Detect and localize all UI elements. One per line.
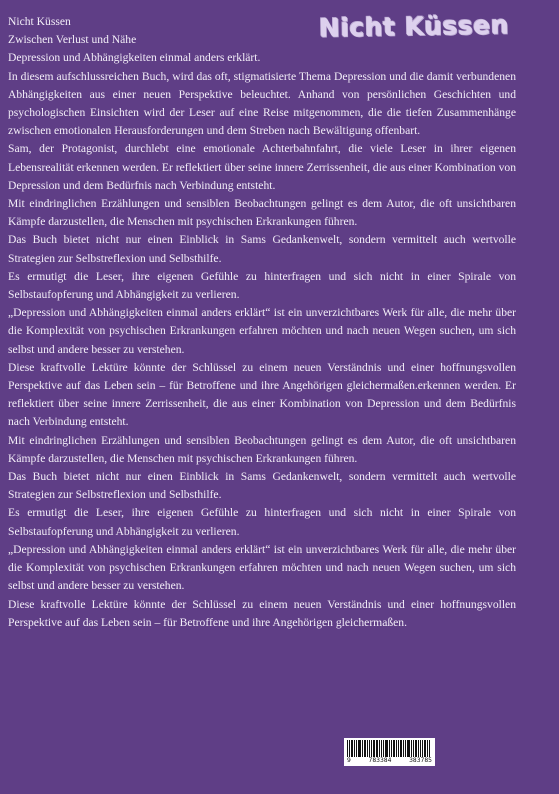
blurb-paragraph: Das Buch bietet nicht nur einen Einblick in Sams Gedankenwelt, sondern vermittelt auch wertvolle Strategien zur Selbstreflexion und Selbsthilfe. bbox=[8, 233, 516, 265]
blurb-paragraph: „Depression und Abhängigkeiten einmal anders erklärt“ ist ein unverzichtbares Werk für alle, die mehr über die Komplexität von psychischen Erkrankungen erfahren möchten und nach neuen Wegen suchen, um sich selbst und andere besser zu verstehen. bbox=[8, 542, 516, 593]
barcode-digits bbox=[347, 757, 432, 764]
barcode-bar bbox=[379, 740, 380, 757]
blurb-paragraph: Diese kraftvolle Lektüre könnte der Schlüssel zu einem neuen Verständnis und einer hoffnungsvollen Perspektive auf das Leben sein – für Betroffene und ihre Angehörigen gleichermaßen.erkennen werden. Er reflektiert über seine innere Zerrissenheit, die aus einer Kombination von Depression und dem Bedürfnis nach Verbindung entsteht. bbox=[8, 360, 516, 429]
blurb-paragraph: Es ermutigt die Leser, ihre eigenen Gefühle zu hinterfragen und sich nicht in einer Spirale von Selbstaufopferung und Abhängigkeit zu verlieren. bbox=[8, 506, 516, 538]
barcode-bar bbox=[356, 740, 357, 757]
blurb-paragraph: Diese kraftvolle Lektüre könnte der Schlüssel zu einem neuen Verständnis und einer hoffnungsvollen Perspektive auf das Leben sein – für Betroffene und ihre Angehörigen gleichermaßen. bbox=[8, 597, 516, 629]
barcode-bar bbox=[424, 740, 426, 757]
barcode-bar bbox=[367, 740, 368, 757]
barcode-bar bbox=[391, 740, 392, 757]
barcode-bar bbox=[396, 740, 397, 757]
barcode-bar bbox=[418, 740, 419, 757]
subtitle-line: Zwischen Verlust und Nähe bbox=[8, 33, 137, 47]
barcode-bar bbox=[371, 740, 372, 757]
barcode-digit-group-1: 783384 bbox=[368, 757, 392, 764]
barcode-bar bbox=[369, 740, 370, 757]
barcode-bar bbox=[429, 740, 430, 757]
barcode-bar bbox=[351, 740, 353, 757]
blurb-paragraph: Sam, der Protagonist, durchlebt eine emotionale Achterbahnfahrt, die viele Leser in ihrer eigenen Lebensrealität erkennen werden. Er reflektiert über seine innere Zerrissenheit, die aus einer Kombination von Depression und dem Bedürfnis nach Verbindung entsteht. bbox=[8, 142, 516, 192]
barcode-bar bbox=[393, 740, 395, 757]
blurb-paragraph: Mit eindringlichen Erzählungen und sensiblen Beobachtungen gelingt es dem Autor, die oft unsichtbaren Kämpfe darzustellen, die Menschen mit psychischen Erkrankungen führen. bbox=[8, 433, 516, 465]
barcode-bar bbox=[385, 740, 388, 757]
barcode-bar bbox=[373, 740, 375, 757]
barcode-bar bbox=[407, 740, 410, 757]
barcode-digit-group-2: 383785 bbox=[409, 757, 432, 764]
barcode-bar bbox=[411, 740, 412, 757]
barcode-bar bbox=[349, 740, 350, 757]
barcode-bar bbox=[347, 740, 348, 757]
barcode-bar bbox=[358, 740, 361, 757]
barcode-bar bbox=[376, 740, 378, 757]
book-title-line: Nicht Küssen bbox=[8, 15, 71, 28]
blurb-paragraph: In diesem aufschlussreichen Buch, wird das oft, stigmatisierte Thema Depression und die damit verbundenen Abhängigkeiten aus einer neuen Perspektive beleuchtet. Anhand von persönlichen Geschichten und psychologischen Einsichten wird der Leser auf eine Reise mitgenommen, die die tiefen Zusammenhänge zwischen emotionalen Herausforderungen und dem Streben nach Bewältigung offenbart. bbox=[8, 69, 516, 138]
blurb-paragraph: „Depression und Abhängigkeiten einmal anders erklärt“ ist ein unverzichtbares Werk für alle, die mehr über die Komplexität von psychischen Erkrankungen erfahren möchten und nach neuen Wegen suchen, um sich selbst und andere besser zu verstehen. bbox=[8, 306, 516, 356]
barcode-bar bbox=[415, 740, 417, 757]
blurb-paragraph: Mit eindringlichen Erzählungen und sensiblen Beobachtungen gelingt es dem Autor, die oft unsichtbaren Kämpfe darzustellen, die Menschen mit psychischen Erkrankungen führen. bbox=[8, 197, 516, 229]
barcode-bar bbox=[362, 740, 363, 757]
back-cover-text bbox=[8, 13, 516, 632]
tagline-line: Depression und Abhängigkeiten einmal anders erklärt. bbox=[8, 51, 261, 65]
barcode-bars bbox=[347, 740, 432, 757]
barcode-bar bbox=[420, 740, 421, 757]
cover-title: Nicht Küssen bbox=[318, 10, 510, 43]
blurb-paragraph: Es ermutigt die Leser, ihre eigenen Gefühle zu hinterfragen und sich nicht in einer Spirale von Selbstaufopferung und Abhängigkeit zu verlieren. bbox=[8, 269, 516, 302]
barcode-bar bbox=[364, 740, 366, 757]
barcode-bar bbox=[405, 740, 406, 757]
barcode-bar bbox=[389, 740, 390, 757]
barcode-bar bbox=[398, 740, 399, 757]
barcode-bar bbox=[427, 740, 428, 757]
barcode-bar bbox=[400, 740, 402, 757]
barcode-bar bbox=[383, 740, 384, 757]
barcode-bar bbox=[381, 740, 382, 757]
barcode-digit-prefix: 9 bbox=[347, 757, 351, 764]
barcode-bar bbox=[422, 740, 423, 757]
isbn-barcode bbox=[344, 738, 435, 766]
barcode-bar bbox=[413, 740, 414, 757]
barcode-bar bbox=[403, 740, 404, 757]
blurb-paragraph: Das Buch bietet nicht nur einen Einblick in Sams Gedankenwelt, sondern vermittelt auch wertvolle Strategien zur Selbstreflexion und Selbsthilfe. bbox=[8, 470, 516, 502]
barcode-bar bbox=[354, 740, 355, 757]
